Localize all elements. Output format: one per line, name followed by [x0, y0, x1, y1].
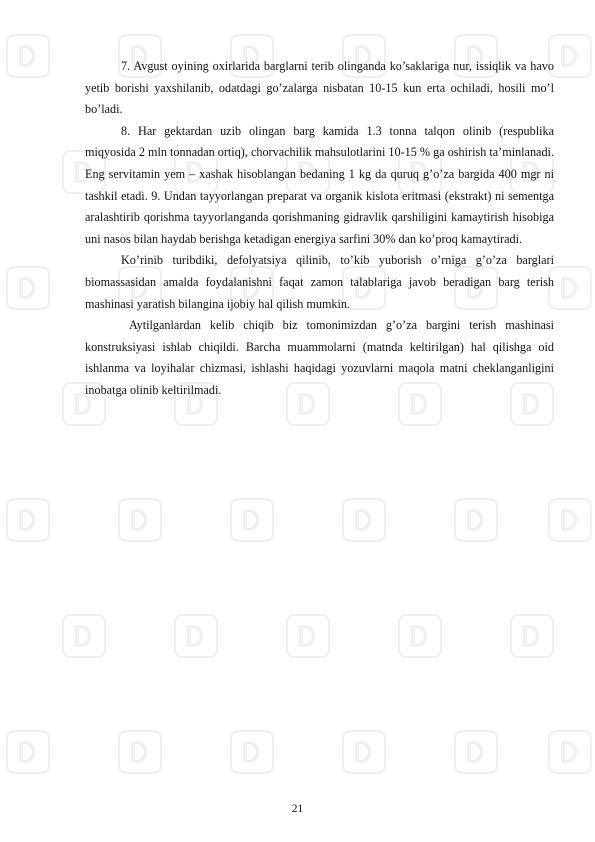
watermark-logo-icon: [548, 498, 592, 542]
watermark-logo-icon: [454, 730, 498, 774]
watermark-logo-icon: [6, 266, 50, 310]
watermark-logo-icon: [174, 614, 218, 658]
watermark-logo-icon: [230, 730, 274, 774]
watermark-logo-icon: [62, 614, 106, 658]
watermark-logo-icon: [118, 498, 162, 542]
watermark-logo-icon: [342, 498, 386, 542]
watermark-logo-icon: [454, 498, 498, 542]
paragraph-summary: Aytilganlardan kelib chiqib biz tomonimizdan g’o’za bargini terish mashinasi konstruksiyasi ishlab chiqildi. Barcha muammolarni (matnda keltirilgan) hal qilishga oid ishlanma va loyihalar chizmasi, ishlashi haqidagi yozuvlarni maqola matni cheklanganligini inobatga olinib keltirilmadi.: [85, 318, 554, 397]
watermark-logo-icon: [6, 730, 50, 774]
watermark-logo-icon: [6, 498, 50, 542]
watermark-logo-icon: [398, 614, 442, 658]
watermark-logo-icon: [230, 498, 274, 542]
document-body: [85, 56, 554, 402]
watermark-logo-icon: [548, 266, 592, 310]
page-number: 21: [291, 803, 304, 815]
watermark-logo-icon: [342, 730, 386, 774]
paragraph-conclusion: Ko’rinib turibdiki, defolyatsiya qilinib, to’kib yuborish o’rniga g’o’za barglari biomassasidan amalda foydalanishni faqat zamon talablariga javob beradigan barg terish mashinasi yaratish bilangina ijobiy hal qilish mumkin.: [85, 253, 554, 311]
paragraph-item-8: 8. Har gektardan uzib olingan barg kamida 1.3 tonna talqon olinib (respublika miqyosida 2 mln tonnadan ortiq), chorvachilik mahsulotlarini 10-15 % ga oshirish ta’minlanadi. Eng servitamin yem – xashak hisoblangan bedaning 1 kg da quruq g’o’za bargida 400 mgr ni tashkil etadi. 9. Undan tayyorlangan preparat va organik kislota eritmasi (ekstrakt) ni sementga aralashtirib qorishma tayyorlanganda qorishmaning gidravlik qarshiligini kamaytirish hisobiga uni nasos bilan haydab berishga ketadigan energiya sarfini 30% dan ko’proq kamaytiradi.: [85, 123, 554, 246]
watermark-logo-icon: [286, 614, 330, 658]
paragraph-item-7: 7. Avgust oyining oxirlarida barglarni terib olinganda ko’saklariga nur, issiqlik va havo yetib borishi yaxshilanib, odatdagi go’zalarga nisbatan 10-15 kun erta ochiladi, hosili mo’l bo’ladi.: [85, 59, 554, 117]
watermark-logo-icon: [6, 34, 50, 78]
watermark-logo-icon: [118, 730, 162, 774]
watermark-logo-icon: [510, 614, 554, 658]
watermark-logo-icon: [548, 34, 592, 78]
watermark-logo-icon: [548, 730, 592, 774]
